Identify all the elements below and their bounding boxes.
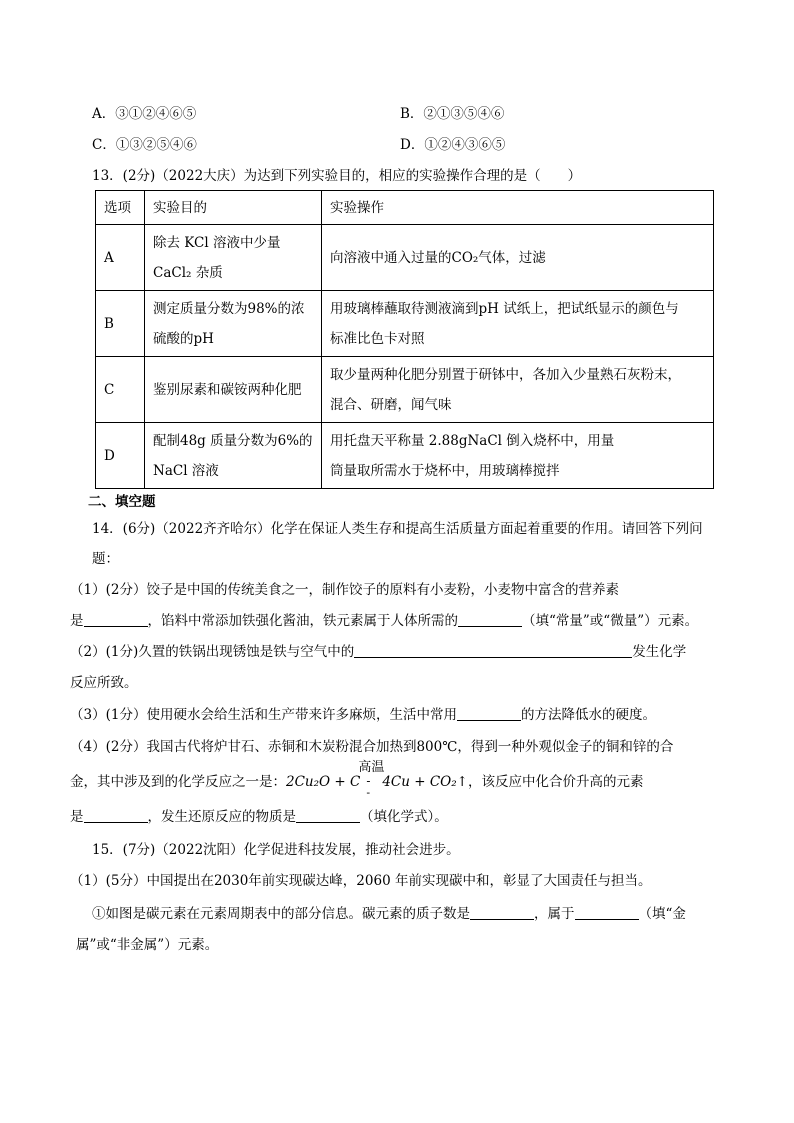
operation-line: 混合、研磨，闻气味 (330, 396, 452, 413)
row-operation (322, 357, 714, 423)
row-goal (145, 291, 322, 357)
row-option: A (96, 225, 145, 291)
header-goal: 实验目的 (145, 191, 322, 225)
text-fragment: ，发生还原反应的物质是 (147, 809, 296, 825)
answer-blank[interactable] (296, 808, 360, 823)
option-b: B．②①③⑤④⑥ (400, 106, 505, 122)
row-goal (145, 423, 322, 489)
question-15-stem: 15．(7分)（2022沈阳）化学促进科技发展，推动社会进步。 (92, 842, 460, 858)
option-c: C．①③②⑤④⑥ (92, 137, 197, 153)
answer-blank[interactable] (84, 612, 148, 627)
equation-right: 4Cu + CO₂↑ (382, 774, 468, 790)
table-row (96, 225, 714, 291)
goal-line: 测定质量分数为98%的浓 (153, 300, 305, 317)
row-operation (322, 423, 714, 489)
row-option: D (96, 423, 145, 489)
experiment-table (95, 190, 714, 489)
goal-line: 硫酸的pH (153, 330, 214, 347)
operation-line: 筒量取所需水于烧杯中，用玻璃棒搅拌 (330, 462, 560, 479)
equation-left: 2Cu₂O + C (286, 774, 361, 790)
q15-sub1-line2: 属”或“非金属”）元素。 (76, 937, 219, 953)
text-fragment: ，属于 (534, 906, 575, 922)
text-fragment: 是 (70, 613, 84, 629)
table-header-row (96, 191, 714, 225)
condition-mark: - (366, 774, 371, 788)
text-fragment: ，馅料中常添加铁强化酱油，铁元素属于人体所需的 (147, 613, 458, 629)
text-fragment: （2）(1分)久置的铁锅出现锈蚀是铁与空气中的 (70, 644, 355, 660)
row-option: C (96, 357, 145, 423)
q14-part2-line1 (70, 640, 686, 660)
question-14-stem: 14．(6分)（2022齐齐哈尔）化学在保证人类生存和提高生活质量方面起着重要的作用。请回答下列问 (92, 521, 703, 537)
reaction-condition (358, 760, 385, 799)
section-title: 二、填空题 (88, 494, 156, 510)
table-row (96, 423, 714, 489)
text-fragment: ①如图是碳元素在元素周期表中的部分信息。碳元素的质子数是 (92, 906, 470, 922)
text-fragment: 的方法降低水的硬度。 (520, 707, 656, 723)
goal-line: 配制48g 质量分数为6%的 (153, 432, 313, 449)
condition-mark: - (366, 786, 371, 799)
question-14-stem-cont: 题： (92, 551, 119, 567)
text-fragment: （3）(1分）使用硬水会给生活和生产带来许多麻烦，生活中常用 (70, 707, 457, 723)
answer-blank[interactable] (84, 808, 148, 823)
text-fragment: （填“常量”或“微量”）元素。 (522, 613, 699, 629)
text-fragment: （填“金 (638, 906, 686, 922)
q15-part1: （1）(5分）中国提出在2030年前实现碳达峰，2060 年前实现碳中和，彰显了大国责任与担当。 (70, 873, 652, 889)
option-d: D．①②④③⑥⑤ (400, 137, 506, 153)
row-goal (145, 225, 322, 291)
table-row (96, 357, 714, 423)
header-option: 选项 (96, 191, 145, 225)
answer-blank[interactable] (575, 905, 639, 920)
operation-line: 取少量两种化肥分别置于研钵中，各加入少量熟石灰粉末， (330, 366, 681, 383)
q14-part3 (70, 703, 656, 723)
table-row (96, 291, 714, 357)
text-fragment: 发生化学 (632, 644, 687, 660)
text-fragment: （填化学式）。 (360, 809, 448, 825)
answer-blank[interactable] (354, 643, 632, 658)
condition-label: 高温 (358, 760, 385, 775)
row-option: B (96, 291, 145, 357)
q14-part4-line2 (70, 760, 644, 799)
goal-line: NaCl 溶液 (153, 462, 219, 479)
text-fragment: 是 (70, 809, 84, 825)
option-a: A．③①②④⑥⑤ (92, 106, 197, 122)
text-fragment: ，该反应中化合价升高的元素 (467, 774, 644, 790)
q15-sub1-line1 (92, 902, 686, 922)
header-operation: 实验操作 (322, 191, 714, 225)
operation-line: 向溶液中通入过量的CO₂气体，过滤 (330, 249, 546, 266)
goal-line: 除去 KCl 溶液中少量 (153, 234, 281, 251)
row-operation (322, 291, 714, 357)
q14-part4-line1: （4）(2分）我国古代将炉甘石、赤铜和木炭粉混合加热到800℃，得到一种外观似金子的铜和锌的合 (70, 739, 674, 755)
operation-line: 标准比色卡对照 (330, 330, 425, 347)
question-13-stem: 13．(2分)（2022大庆）为达到下列实验目的，相应的实验操作合理的是（ ） (92, 168, 582, 184)
answer-blank[interactable] (457, 706, 521, 721)
text-fragment: 金，其中涉及到的化学反应之一是： (70, 774, 286, 790)
q14-part2-line2: 反应所致。 (70, 675, 138, 691)
goal-line: CaCl₂ 杂质 (153, 264, 223, 281)
operation-line: 用托盘天平称量 2.88gNaCl 倒入烧杯中，用量 (330, 432, 615, 449)
operation-line: 用玻璃棒蘸取待测液滴到pH 试纸上，把试纸显示的颜色与 (330, 300, 679, 317)
answer-blank[interactable] (470, 905, 534, 920)
answer-blank[interactable] (458, 612, 522, 627)
row-operation (322, 225, 714, 291)
row-goal (145, 357, 322, 423)
q14-part1-line1: （1）(2分）饺子是中国的传统美食之一，制作饺子的原料有小麦粉，小麦物中富含的营养素 (70, 582, 619, 598)
q14-part4-line3 (70, 805, 448, 825)
q14-part1-line2 (70, 609, 698, 629)
goal-line: 鉴别尿素和碳铵两种化肥 (153, 381, 302, 398)
